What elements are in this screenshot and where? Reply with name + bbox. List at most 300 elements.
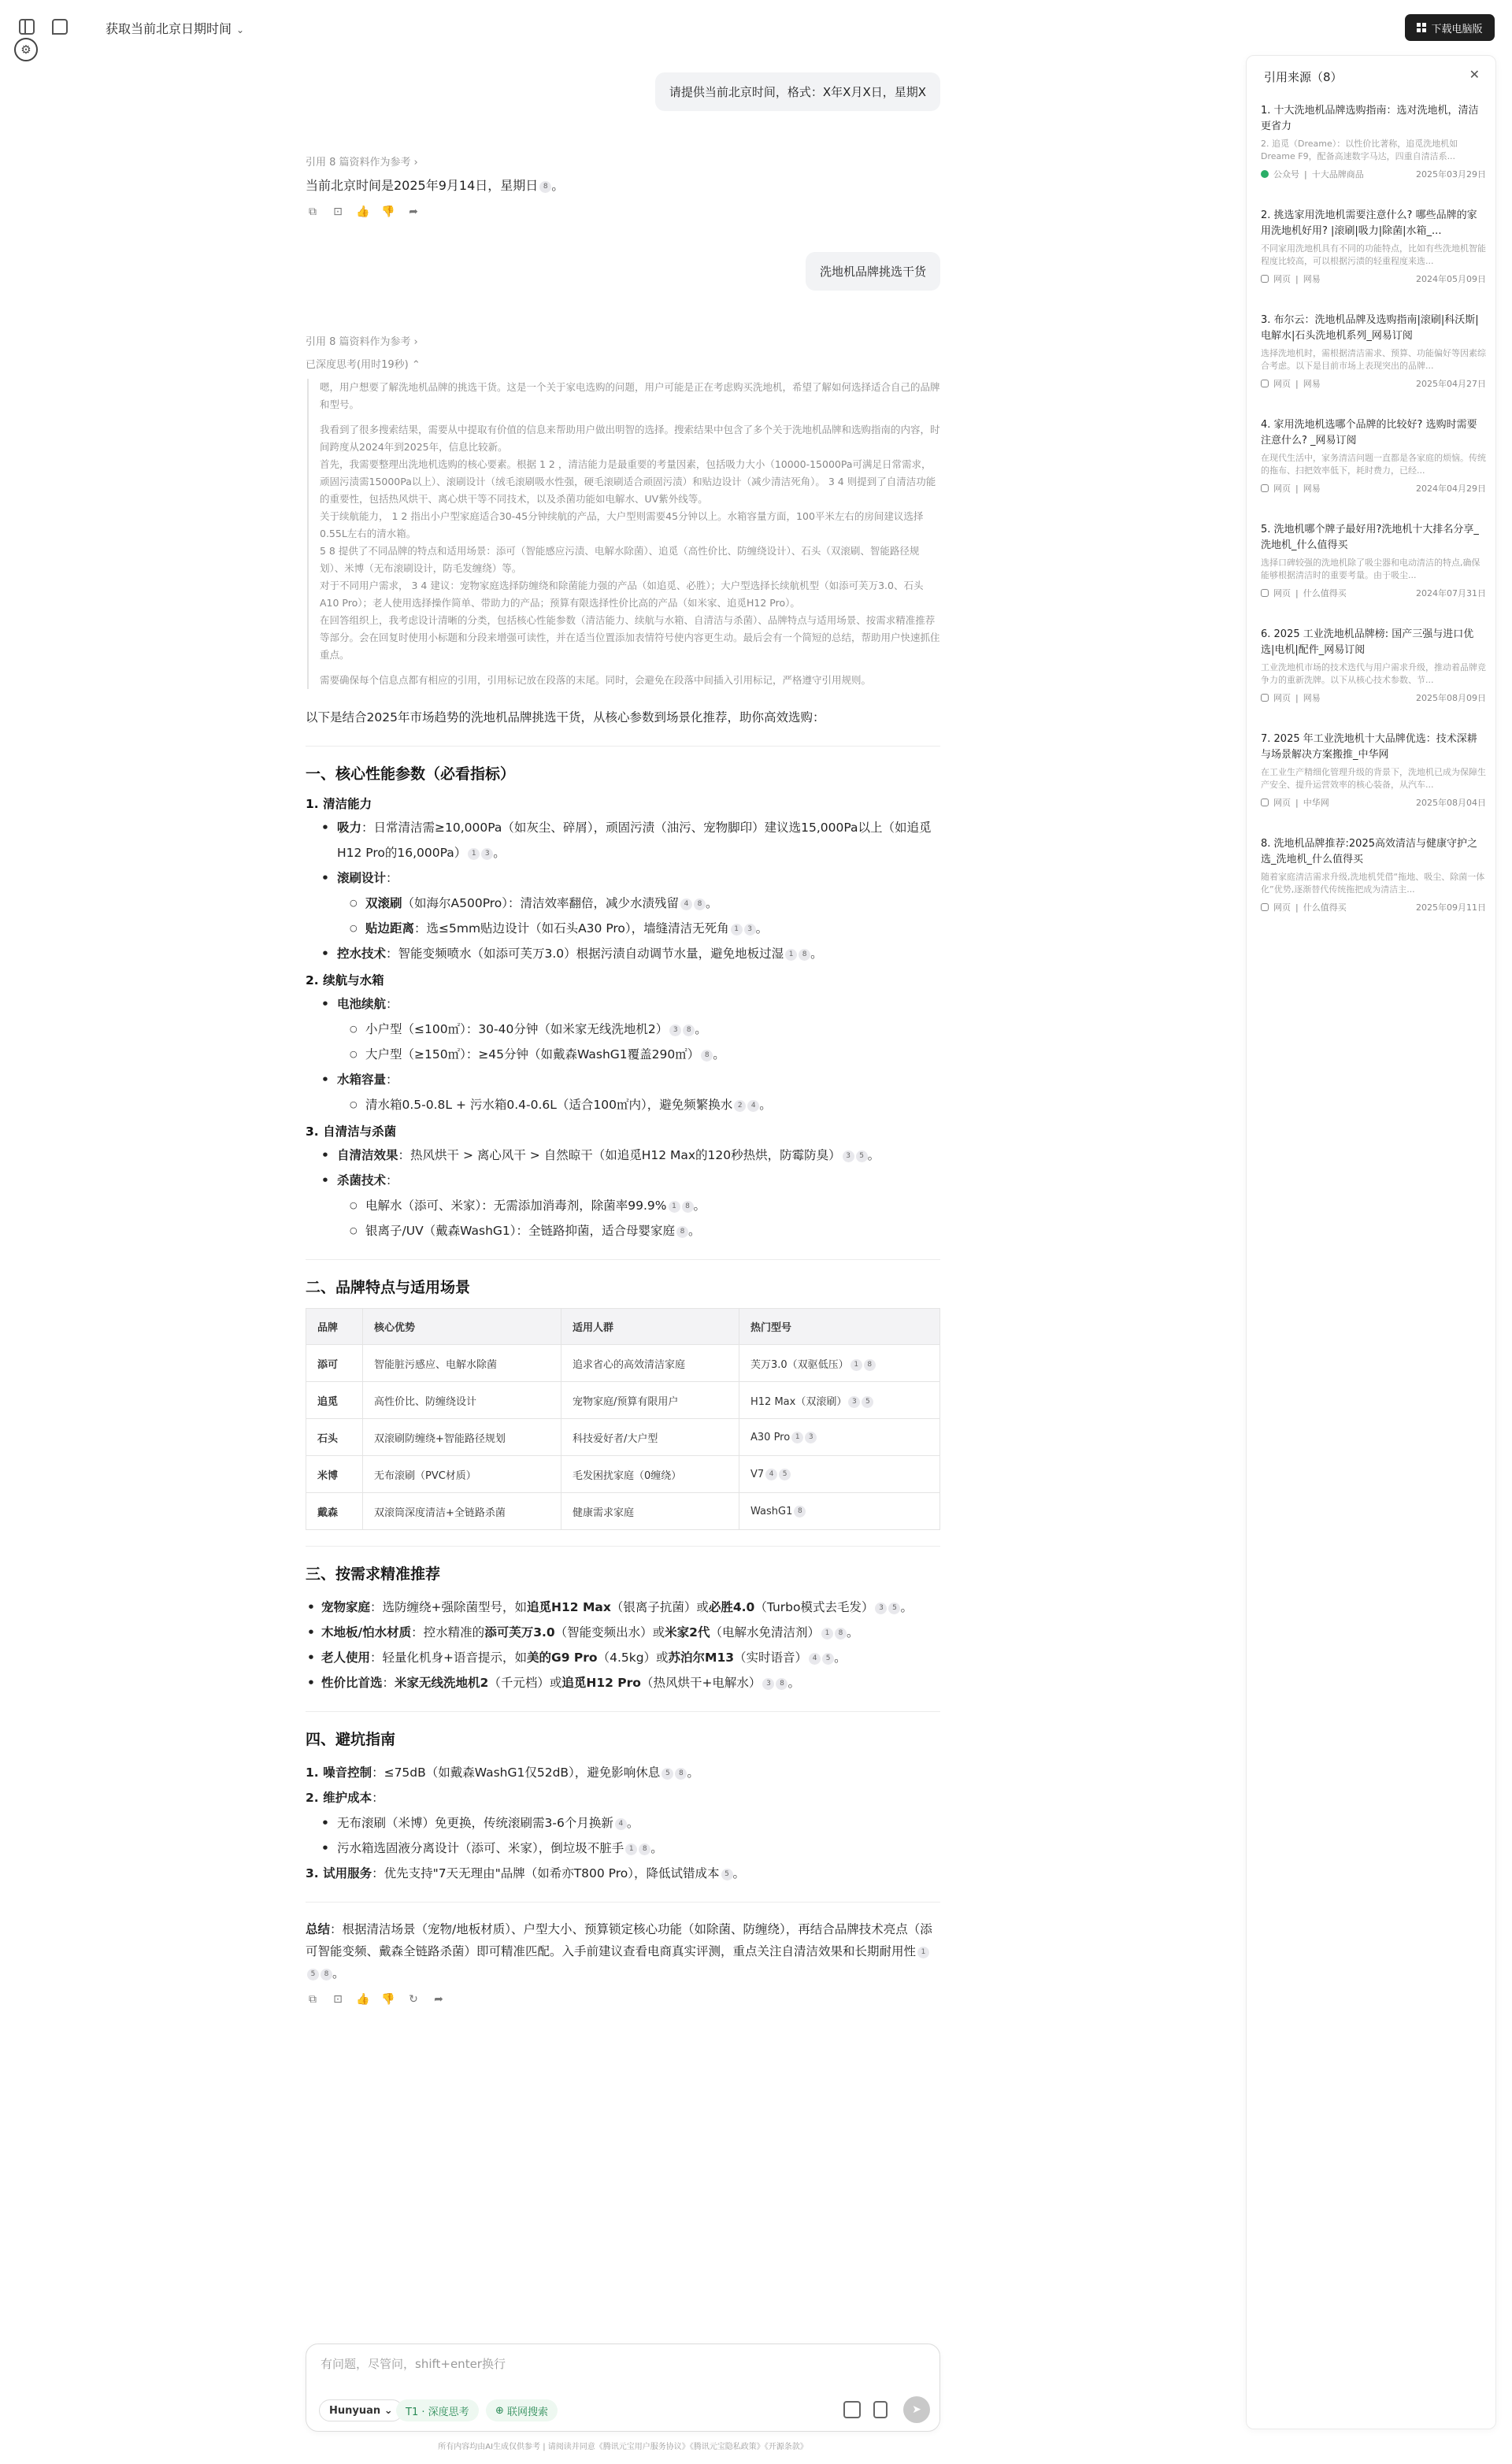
reference-date: 2025年09月11日 <box>1416 902 1486 913</box>
citation-badge[interactable]: 4 <box>615 1818 627 1830</box>
reference-snippet: 工业洗地机市场的技术迭代与用户需求升级，推动着品牌竞争力的重新洗牌。以下从核心技术参数、节... <box>1261 662 1486 685</box>
reference-title[interactable]: 2. 挑选家用洗地机需要注意什么? 哪些品牌的家用洗地机好用? |滚刷|吸力|除菌|水箱_... <box>1261 209 1477 237</box>
item-value: ：选防缠绕+强除菌型号，如 <box>370 1600 528 1614</box>
list-item: • 污水箱选固液分离设计（添可、米家），倒垃圾不脏手 1 8 。 <box>321 1836 940 1861</box>
download-desktop-button[interactable] <box>1405 14 1495 41</box>
message-actions <box>306 1992 940 2006</box>
cell-model <box>739 1456 940 1493</box>
citation-badge[interactable]: 3 <box>875 1603 887 1614</box>
reference-date: 2024年04月29日 <box>1416 484 1486 494</box>
item-value: （智能变频出水）或 <box>554 1625 665 1640</box>
user-message: 洗地机品牌挑选干货 <box>806 252 940 291</box>
reference-source: 网页 <box>1273 798 1291 808</box>
model-name: 米家无线洗地机2 <box>395 1676 489 1690</box>
reference-item[interactable] <box>1261 732 1486 836</box>
sidebar-toggle-icon[interactable] <box>19 19 35 35</box>
bullet-list <box>306 1143 940 1243</box>
citation-badge[interactable]: 5 <box>721 1869 733 1880</box>
divider <box>306 746 940 747</box>
item-key: 控水技术 <box>337 947 387 961</box>
reference-title[interactable]: 4. 家用洗地机选哪个品牌的比较好? 选购时需要注意什么? _网易订阅 <box>1261 419 1477 446</box>
cell-advantage: 双滚筒深度清洁+全链路杀菌 <box>363 1493 561 1530</box>
cell-audience: 毛发困扰家庭（0缠绕） <box>561 1456 739 1493</box>
item-key: 杀菌技术 <box>337 1173 387 1188</box>
reference-item[interactable] <box>1261 627 1486 732</box>
reference-site: 网易 <box>1303 484 1321 494</box>
message-actions <box>306 205 940 219</box>
chat-input[interactable]: 有问题，尽管问，shift+enter换行 <box>321 2357 506 2371</box>
reference-label: 引用 8 篇资料作为参考 <box>306 157 411 169</box>
conversation-title-dropdown[interactable] <box>106 19 244 37</box>
list-item: • 宠物家庭：选防缠绕+强除菌型号，如追觅H12 Max（银离子抗菌）或必胜4.0（Turbo模式去毛发） 3 5 。 <box>306 1595 940 1620</box>
item-value: ：热风烘干 > 离心风干 > 自然晾干（如追觅H12 Max的120秒热烘，防霉防臭） <box>398 1148 841 1162</box>
send-button[interactable]: ➤ <box>903 2396 930 2423</box>
section-title: 一、核心性能参数（必看指标） <box>306 765 516 783</box>
table-row <box>306 1419 940 1456</box>
list-item: ○ 清水箱0.5-0.8L + 污水箱0.4-0.6L（适合100㎡内），避免频繁换水 2 4 。 <box>350 1092 940 1117</box>
settings-gear-icon[interactable]: ⚙ <box>14 38 38 61</box>
item-value: （4.5kg）或 <box>597 1651 669 1665</box>
link-icon <box>1261 903 1269 911</box>
reference-source: 网页 <box>1273 588 1291 598</box>
item-value: ：日常清洁需≥10,000Pa（如灰尘、碎屑），顽固污渍（油污、宠物脚印）建议选15,000Pa以上（如追觅H12 Pro的16,000Pa） <box>337 821 932 860</box>
model-text: H12 Max（双滚刷） <box>750 1395 847 1408</box>
thinking-paragraph: 在回答组织上，我考虑设计清晰的分类，包括核心性能参数（清洁能力、续航与水箱、自清洁与杀菌）、品牌特点与适用场景、按需求精准推荐等部分。会在回复时使用小标题和分段来增强可读性，并在适当位置添加表情符号使内容更生动。最后会有一个简短的总结，帮助用户快速抓住重点。 <box>320 614 940 661</box>
column-header: 品牌 <box>306 1309 363 1345</box>
reference-title[interactable]: 7. 2025 年工业洗地机十大品牌优选：技术深耕与场景解决方案搬推_中华网 <box>1261 733 1477 761</box>
column-header: 热门型号 <box>739 1309 940 1345</box>
cell-model <box>739 1419 940 1456</box>
column-header: 适用人群 <box>561 1309 739 1345</box>
reference-source: 网页 <box>1273 902 1291 913</box>
column-header: 核心优势 <box>363 1309 561 1345</box>
conversation <box>306 63 940 2006</box>
cell-model <box>739 1382 940 1419</box>
item-value: （热风烘干+电解水） <box>640 1676 762 1690</box>
list-item: • 木地板/怕水材质：控水精准的添可芙万3.0（智能变频出水）或米家2代（电解水免清洁剂） 1 8 。 <box>306 1620 940 1645</box>
citation-badge[interactable]: 8 <box>799 949 810 961</box>
globe-icon: ⊕ <box>495 2404 504 2417</box>
cell-brand: 追觅 <box>306 1382 363 1419</box>
regenerate-icon[interactable]: ↻ <box>409 1993 418 2006</box>
citation-badge[interactable]: 8 <box>539 181 551 193</box>
answer-text: 当前北京时间是2025年9月14日，星期日 <box>306 178 539 193</box>
model-name: 美的G9 Pro <box>527 1651 598 1665</box>
item-value: （如海尔A500Pro）：清洁效率翻倍，减少水渍残留 <box>402 896 680 910</box>
citation-badge[interactable]: 4 <box>747 1100 759 1112</box>
reference-source: 网页 <box>1273 379 1291 389</box>
item-value: （银离子抗菌）或 <box>610 1600 709 1614</box>
item-key: 贴边距离 <box>365 921 415 936</box>
citation-badge[interactable]: 3 <box>762 1678 774 1690</box>
model-text: WashG1 <box>750 1505 793 1517</box>
summary: 总结：根据清洁场景（宠物/地板材质）、户型大小、预算锁定核心功能（如除菌、防缠绕），再结合品牌技术亮点（添可智能变频、戴森全链路杀菌）即可精准匹配。入手前建议查看电商真实评测，重点关注自清洁效果和长期耐用性 15 8 。 <box>306 1922 932 1980</box>
citation-badge[interactable]: 8 <box>676 1226 688 1238</box>
divider <box>306 1902 940 1903</box>
citation-badge[interactable]: 8 <box>683 1025 695 1036</box>
table-row <box>306 1345 940 1382</box>
citation-badge[interactable]: 3 <box>848 1396 860 1408</box>
reference-title[interactable]: 8. 洗地机品牌推荐:2025高效清洁与健康守护之选_洗地机_什么值得买 <box>1261 838 1477 865</box>
table-row <box>306 1493 940 1530</box>
citation-badge[interactable]: 5 <box>822 1653 834 1665</box>
summary-text: ：根据清洁场景（宠物/地板材质）、户型大小、预算锁定核心功能（如除菌、防缠绕），再结合品牌技术亮点（添可智能变频、戴森全链路杀菌）即可精准匹配。入手前建议查看电商真实评测，重点关注自清洁效果和长期耐用性 <box>306 1922 932 1958</box>
bullet-list <box>306 815 940 966</box>
citation-badge[interactable]: 8 <box>835 1628 847 1640</box>
link-icon <box>1261 275 1269 283</box>
sub-title: 3. 自清洁与杀菌 <box>306 1125 397 1139</box>
citation-badge[interactable]: 4 <box>809 1653 821 1665</box>
cell-advantage: 双滚刷防缠绕+智能路径规划 <box>363 1419 561 1456</box>
link-icon <box>1261 484 1269 492</box>
sub-title: 2. 续航与水箱 <box>306 973 384 987</box>
reference-date: 2025年04月27日 <box>1416 379 1486 389</box>
list-item <box>306 1785 940 1810</box>
citation-badge[interactable]: 3 <box>744 924 756 936</box>
item-key: 双滚刷 <box>365 896 402 910</box>
citation-badge[interactable]: 8 <box>639 1843 650 1855</box>
citation-badge[interactable]: 1 <box>791 1432 803 1443</box>
reference-snippet: 选择口碑较强的洗地机除了吸尘器和电动清洁的特点,确保能够根据清洁时的重要考量。由于吸尘... <box>1261 558 1480 580</box>
reference-meta: 网页 | 网易 2025年04月27日 <box>1261 377 1486 390</box>
item-colon: ： <box>386 1073 398 1087</box>
list-item: ○ 双滚刷（如海尔A500Pro）：清洁效率翻倍，减少水渍残留 4 8 。 <box>350 891 940 916</box>
reference-date: 2024年05月09日 <box>1416 274 1486 284</box>
close-icon[interactable]: ✕ <box>1469 67 1480 82</box>
citation-badge[interactable]: 5 <box>307 1969 319 1980</box>
model-label: Hunyuan <box>329 2404 381 2417</box>
table-row <box>306 1382 940 1419</box>
item-key: 2. 维护成本 <box>306 1791 372 1805</box>
reference-snippet: 不同家用洗地机具有不同的功能特点，比如有些洗地机智能程度比较高，可以根据污渍的轻重程度来选... <box>1261 243 1486 266</box>
reference-title[interactable]: 1. 十大洗地机品牌选购指南：选对洗地机，清洁更省力 <box>1261 105 1479 132</box>
model-name: 必胜4.0 <box>708 1600 755 1614</box>
list-item: • 老人使用：轻量化机身+语音提示，如美的G9 Pro（4.5kg）或苏泊尔M13（实时语音） 4 5 。 <box>306 1645 940 1670</box>
image-upload-icon[interactable] <box>843 2401 861 2418</box>
item-value: 无布滚刷（米博）免更换，传统滚刷需3-6个月换新 <box>337 1816 613 1830</box>
reference-item[interactable] <box>1261 208 1486 313</box>
table-header-row <box>306 1309 940 1345</box>
sub-list <box>337 1092 940 1117</box>
list-item <box>321 1067 940 1117</box>
model-name: 米家2代 <box>665 1625 710 1640</box>
thumbs-down-icon[interactable]: 👎 <box>381 1993 395 2006</box>
list-item: ○ 电解水（添可、米家）：无需添加消毒剂，除菌率99.9% 1 8 。 <box>350 1193 940 1218</box>
list-item: ○ 小户型（≤100㎡）：30-40分钟（如米家无线洗地机2） 3 8 。 <box>350 1017 940 1042</box>
bullet-list <box>306 991 940 1117</box>
sub-title: 1. 清洁能力 <box>306 797 372 811</box>
citation-badge[interactable]: 4 <box>765 1469 777 1480</box>
citation-badge[interactable]: 8 <box>794 1506 806 1517</box>
thinking-paragraph: 需要确保每个信息点都有相应的引用，引用标记放在段落的末尾。同时，会避免在段落中间插入引用标记，严格遵守引用规则。 <box>320 674 872 686</box>
reference-snippet: 2. 追觅（Dreame）：以性价比著称，追觅洗地机如Dreame F9，配备高速数字马达，四重自清洁系... <box>1261 139 1458 161</box>
model-name: 苏泊尔M13 <box>668 1651 735 1665</box>
citation-badge[interactable]: 8 <box>682 1201 694 1213</box>
citation-badge[interactable]: 5 <box>662 1768 673 1780</box>
sub-list <box>337 1017 940 1067</box>
deep-think-toggle[interactable] <box>396 2399 479 2421</box>
reference-toggle[interactable] <box>306 333 940 348</box>
thumbs-down-icon[interactable]: 👎 <box>381 206 395 218</box>
item-value: ：优先支持"7天无理由"品牌（如希亦T800 Pro），降低试错成本 <box>372 1866 720 1880</box>
conversation-title: 获取当前北京日期时间 <box>106 21 232 36</box>
citation-badge[interactable]: 8 <box>776 1678 788 1690</box>
reference-snippet: 在工业生产精细化管理升级的背景下，洗地机已成为保障生产安全、提升运营效率的核心装备，从汽车... <box>1261 767 1486 790</box>
item-colon: ： <box>386 871 398 885</box>
citation-badge[interactable]: 1 <box>669 1201 680 1213</box>
citation-badge[interactable]: 3 <box>669 1025 681 1036</box>
item-value: （实时语音） <box>734 1651 808 1665</box>
bullet-list <box>306 1810 940 1861</box>
reference-source: 网页 <box>1273 693 1291 703</box>
chevron-down-icon: ⌄ <box>236 24 245 35</box>
thumbs-up-icon[interactable]: 👍 <box>356 1993 370 2006</box>
sub-list <box>337 891 940 941</box>
citation-badge[interactable]: 1 <box>785 949 797 961</box>
reference-list <box>1261 103 1486 941</box>
cell-audience: 健康需求家庭 <box>561 1493 739 1530</box>
download-label: 下载电脑版 <box>1431 23 1483 35</box>
list-item: • 无布滚刷（米博）免更换，传统滚刷需3-6个月换新 4 。 <box>321 1810 940 1836</box>
reference-date: 2025年08月04日 <box>1416 798 1486 808</box>
reference-meta: 网页 | 什么值得买 2025年09月11日 <box>1261 901 1486 913</box>
wechat-icon <box>1261 170 1269 178</box>
thinking-content <box>307 379 940 689</box>
item-value: ：轻量化机身+语音提示，如 <box>370 1651 528 1665</box>
list-item: • 性价比首选：米家无线洗地机2（千元档）或追觅H12 Pro（热风烘干+电解水） 3 8 。 <box>306 1670 940 1695</box>
item-colon: ： <box>386 1173 398 1188</box>
citation-badge[interactable]: 5 <box>862 1396 873 1408</box>
thinking-paragraph: 对于不同用户需求， 3 4 建议：宠物家庭选择防缠绕和除菌能力强的产品（如追觅、必胜）；大户型选择长续航机型（如添可芙万3.0、石头A10 Pro）；老人使用选择操作简单、带助力的产品；预算有限选择性价比高的产品（如米家、追觅H12 Pro）。 <box>320 580 924 609</box>
item-value: ：智能变频喷水（如添可芙万3.0）根据污渍自动调节水量，避免地板过湿 <box>386 947 784 961</box>
item-colon: ： <box>386 997 398 1011</box>
brand-table <box>306 1308 940 1530</box>
item-value: 银离子/UV（戴森WashG1）：全链路抑菌，适合母婴家庭 <box>365 1224 676 1238</box>
cell-brand: 添可 <box>306 1345 363 1382</box>
bookmark-icon[interactable]: ⊡ <box>333 1993 343 2006</box>
thinking-paragraph: 首先，我需要整理出洗地机选购的核心要素。根据 1 2 ，清洁能力是最重要的考量因素，包括吸力大小（10000-15000Pa可满足日常需求，顽固污渍需15000Pa以上）、滚刷设计（绒毛滚刷吸水性强，硬毛滚刷适合顽固污渍）和贴边设计（减少清洁死角）。 3 4 则提到了自清洁功能的重要性，包括热风烘干、离心烘干等不同技术，以及杀菌功能如电解水、UV紫外线等。 <box>320 458 936 505</box>
cell-audience: 宠物家庭/预算有限用户 <box>561 1382 739 1419</box>
item-value: 小户型（≤100㎡）：30-40分钟（如米家无线洗地机2） <box>365 1022 669 1036</box>
disclaimer: 所有内容均由AI生成仅供参考 | 请阅读并同意《腾讯元宝用户服务协议》《腾讯元宝隐私政策》《开源条款》 <box>438 2443 808 2451</box>
reference-label: 引用 8 篇资料作为参考 <box>306 336 411 348</box>
cell-advantage: 智能脏污感应、电解水除菌 <box>363 1345 561 1382</box>
reference-source: 网页 <box>1273 274 1291 284</box>
item-value: 污水箱选固液分离设计（添可、米家），倒垃圾不脏手 <box>337 1841 624 1855</box>
reference-site: 什么值得买 <box>1303 588 1347 598</box>
cell-audience: 追求省心的高效清洁家庭 <box>561 1345 739 1382</box>
reference-site: 十大品牌商品 <box>1311 169 1364 180</box>
item-colon: ： <box>372 1791 384 1805</box>
model-text: 芙万3.0（双驱低压） <box>750 1358 849 1371</box>
citation-badge[interactable]: 1 <box>917 1947 929 1958</box>
thinking-paragraph: 嗯，用户想要了解洗地机品牌的挑选干货。这是一个关于家电选购的问题，用户可能是正在考虑购买洗地机，希望了解如何选择适合自己的品牌和型号。 <box>320 381 940 410</box>
link-icon <box>1261 694 1269 702</box>
citation-badge[interactable]: 1 <box>731 924 743 936</box>
reference-item[interactable] <box>1261 313 1486 417</box>
model-text: A30 Pro <box>750 1431 791 1443</box>
list-item: 1. 噪音控制：≤75dB（如戴森WashG1仅52dB），避免影响休息 5 8 。 <box>306 1766 699 1780</box>
chevron-right-icon: › <box>413 336 418 348</box>
thinking-paragraph: 关于续航能力， 1 2 指出小户型家庭适合30-45分钟续航的产品，大户型则需要45分钟以上。水箱容量方面，100平米左右的房间建议选择0.55L左右的清水箱。 <box>320 510 924 539</box>
list-item: • 自清洁效果：热风烘干 > 离心风干 > 自然晾干（如追觅H12 Max的120秒热烘，防霉防臭） 3 5 。 <box>321 1143 940 1168</box>
citation-badge[interactable]: 1 <box>821 1628 833 1640</box>
item-value: ：控水精准的 <box>411 1625 485 1640</box>
reference-item[interactable] <box>1261 103 1486 208</box>
item-value: ：选≤5mm贴边设计（如石头A30 Pro），墙缝清洁无死角 <box>414 921 729 936</box>
chevron-up-icon: ⌃ <box>411 359 421 371</box>
link-icon <box>1261 798 1269 806</box>
divider <box>306 1259 940 1260</box>
new-chat-icon[interactable] <box>52 19 68 35</box>
cell-advantage: 无布滚刷（PVC材质） <box>363 1456 561 1493</box>
reference-snippet: 在现代生活中，家务清洁问题一直都是各家庭的烦恼。传统的拖布、扫把效率低下，耗时费力，已经... <box>1261 453 1486 476</box>
item-key: 水箱容量 <box>337 1073 387 1087</box>
cell-brand: 米博 <box>306 1456 363 1493</box>
cell-brand: 石头 <box>306 1419 363 1456</box>
item-key: 老人使用 <box>321 1651 371 1665</box>
reference-item[interactable] <box>1261 522 1486 627</box>
list-item <box>321 991 940 1067</box>
list-item: ○ 贴边距离：选≤5mm贴边设计（如石头A30 Pro），墙缝清洁无死角 1 3 。 <box>350 916 940 941</box>
reference-item[interactable] <box>1261 836 1486 941</box>
item-key: 滚刷设计 <box>337 871 387 885</box>
web-search-toggle[interactable] <box>486 2399 558 2421</box>
item-key: 性价比首选 <box>321 1676 383 1690</box>
reference-date: 2025年08月09日 <box>1416 693 1486 703</box>
reference-title[interactable]: 5. 洗地机哪个牌子最好用?洗地机十大排名分享_洗地机_什么值得买 <box>1261 524 1479 551</box>
item-value: 大户型（≥150㎡）：≥45分钟（如戴森WashG1覆盖290㎡） <box>365 1047 700 1062</box>
reference-site: 网易 <box>1303 379 1321 389</box>
chat-input-box[interactable] <box>306 2344 940 2432</box>
thinking-label: 已深度思考(用时19秒) <box>306 359 409 371</box>
web-search-label: 联网搜索 <box>507 2406 549 2418</box>
item-key: 1. 噪音控制 <box>306 1766 372 1780</box>
top-header <box>0 0 1512 55</box>
cell-model <box>739 1493 940 1530</box>
reference-source: 公众号 <box>1273 169 1299 180</box>
citation-badge[interactable]: 8 <box>864 1359 876 1371</box>
reference-meta: 网页 | 网易 2025年08月09日 <box>1261 691 1486 704</box>
citation-badge[interactable]: 1 <box>625 1843 637 1855</box>
reference-snippet: 选择洗地机时，需根据清洁需求、预算、功能偏好等因素综合考虑。以下是目前市场上表现突出的品牌... <box>1261 348 1486 371</box>
list-item <box>321 865 940 941</box>
item-value: 清水箱0.5-0.8L + 污水箱0.4-0.6L（适合100㎡内），避免频繁换水 <box>365 1098 733 1112</box>
model-name: 添可芙万3.0 <box>484 1625 555 1640</box>
reference-meta: 网页 | 中华网 2025年08月04日 <box>1261 796 1486 809</box>
thinking-paragraph: 5 8 提供了不同品牌的特点和适用场景：添可（智能感应污渍、电解水除菌）、追觅（高性价比、防缠绕设计）、石头（双滚刷、智能路径规划）、米博（无布滚刷设计，防毛发缠绕）等。 <box>320 545 920 574</box>
reference-title[interactable]: 3. 布尔云：洗地机品牌及选购指南|滚刷|科沃斯|电解水|石头洗地机系列_网易订阅 <box>1261 314 1479 342</box>
table-row <box>306 1456 940 1493</box>
item-key: 电池续航 <box>337 997 387 1011</box>
item-value: （电解水免清洁剂） <box>710 1625 820 1640</box>
file-upload-icon[interactable] <box>873 2401 888 2418</box>
reference-site: 网易 <box>1303 274 1321 284</box>
item-key: 木地板/怕水材质 <box>321 1625 412 1640</box>
reference-site: 网易 <box>1303 693 1321 703</box>
item-key: 吸力 <box>337 821 362 835</box>
references-panel <box>1246 55 1496 2429</box>
model-text: V7 <box>750 1468 765 1480</box>
thumbs-up-icon[interactable]: 👍 <box>356 206 370 218</box>
assistant-answer: 当前北京时间是2025年9月14日，星期日 8 。 <box>306 178 565 193</box>
citation-badge[interactable]: 1 <box>850 1359 862 1371</box>
reference-title[interactable]: 6. 2025 工业洗地机品牌榜: 国产三强与进口优选|电机|配件_网易订阅 <box>1261 628 1474 656</box>
section-title: 二、品牌特点与适用场景 <box>306 1279 471 1296</box>
panel-title: 引用来源（8） <box>1264 70 1343 84</box>
divider <box>306 1546 940 1547</box>
copy-icon[interactable]: ⧉ <box>309 206 317 218</box>
copy-icon[interactable]: ⧉ <box>309 1993 317 2006</box>
item-value: 电解水（添可、米家）：无需添加消毒剂，除菌率99.9% <box>365 1199 667 1213</box>
citation-badge[interactable]: 5 <box>779 1469 791 1480</box>
citation-badge[interactable]: 8 <box>675 1768 687 1780</box>
citation-badge[interactable]: 8 <box>694 899 706 910</box>
share-icon[interactable]: ➦ <box>434 1993 443 2006</box>
reference-date: 2025年03月29日 <box>1416 169 1486 180</box>
section-title: 三、按需求精准推荐 <box>306 1565 441 1583</box>
citation-badge[interactable]: 8 <box>701 1050 713 1062</box>
link-icon <box>1261 380 1269 387</box>
citation-badge[interactable]: 1 <box>468 848 480 860</box>
model-name: 追觅H12 Pro <box>561 1676 641 1690</box>
model-selector[interactable] <box>319 2399 403 2421</box>
reference-source: 网页 <box>1273 484 1291 494</box>
list-item: 3. 试用服务：优先支持"7天无理由"品牌（如希亦T800 Pro），降低试错成本 5 。 <box>306 1866 746 1880</box>
list-item: • 控水技术：智能变频喷水（如添可芙万3.0）根据污渍自动调节水量，避免地板过湿 1 8 。 <box>321 941 940 966</box>
section-title: 四、避坑指南 <box>306 1731 396 1748</box>
citation-badge[interactable]: 3 <box>481 848 493 860</box>
cell-brand: 戴森 <box>306 1493 363 1530</box>
reference-toggle[interactable] <box>306 154 940 169</box>
citation-badge[interactable]: 3 <box>843 1150 854 1162</box>
item-key: 自清洁效果 <box>337 1148 398 1162</box>
summary-key: 总结 <box>306 1922 331 1936</box>
cell-advantage: 高性价比、防缠绕设计 <box>363 1382 561 1419</box>
citation-badge[interactable]: 5 <box>888 1603 900 1614</box>
reference-meta: 网页 | 网易 2024年04月29日 <box>1261 482 1486 495</box>
reference-site: 什么值得买 <box>1303 902 1347 913</box>
reference-snippet: 随着家庭清洁需求升级,洗地机凭借“拖地、吸尘、除菌一体化”优势,逐渐替代传统拖把成为清洁主... <box>1261 872 1485 895</box>
deep-think-label: T1 · 深度思考 <box>406 2406 469 2418</box>
citation-badge[interactable]: 5 <box>856 1150 868 1162</box>
windows-icon <box>1417 23 1426 32</box>
item-value: ：≤75dB（如戴森WashG1仅52dB），避免影响休息 <box>372 1766 661 1780</box>
bookmark-icon[interactable]: ⊡ <box>333 206 343 218</box>
list-item: • 吸力：日常清洁需≥10,000Pa（如灰尘、碎屑），顽固污渍（油污、宠物脚印）建议选15,000Pa以上（如追觅H12 Pro的16,000Pa） 1 3 。 <box>321 815 940 865</box>
reference-meta: 网页 | 什么值得买 2024年07月31日 <box>1261 587 1486 599</box>
reference-item[interactable] <box>1261 417 1486 522</box>
answer-intro: 以下是结合2025年市场趋势的洗地机品牌挑选干货，从核心参数到场景化推荐，助你高效选购： <box>306 710 825 724</box>
reference-site: 中华网 <box>1303 798 1329 808</box>
list-item: ○ 大户型（≥150㎡）：≥45分钟（如戴森WashG1覆盖290㎡） 8 。 <box>350 1042 940 1067</box>
reference-date: 2024年07月31日 <box>1416 588 1486 598</box>
divider <box>306 1711 940 1712</box>
reference-meta: 公众号 | 十大品牌商品 2025年03月29日 <box>1261 168 1486 180</box>
citation-badge[interactable]: 2 <box>734 1100 746 1112</box>
item-key: 宠物家庭 <box>321 1600 371 1614</box>
thinking-toggle[interactable] <box>306 356 940 371</box>
share-icon[interactable]: ➦ <box>409 206 418 218</box>
citation-badge[interactable]: 3 <box>805 1432 817 1443</box>
reference-meta: 网页 | 网易 2024年05月09日 <box>1261 272 1486 285</box>
cell-audience: 科技爱好者/大户型 <box>561 1419 739 1456</box>
link-icon <box>1261 589 1269 597</box>
citation-badge[interactable]: 8 <box>321 1969 332 1980</box>
citation-badge[interactable]: 4 <box>680 899 692 910</box>
list-item: ○ 银离子/UV（戴森WashG1）：全链路抑菌，适合母婴家庭 8 。 <box>350 1218 940 1243</box>
model-name: 追觅H12 Max <box>527 1600 611 1614</box>
